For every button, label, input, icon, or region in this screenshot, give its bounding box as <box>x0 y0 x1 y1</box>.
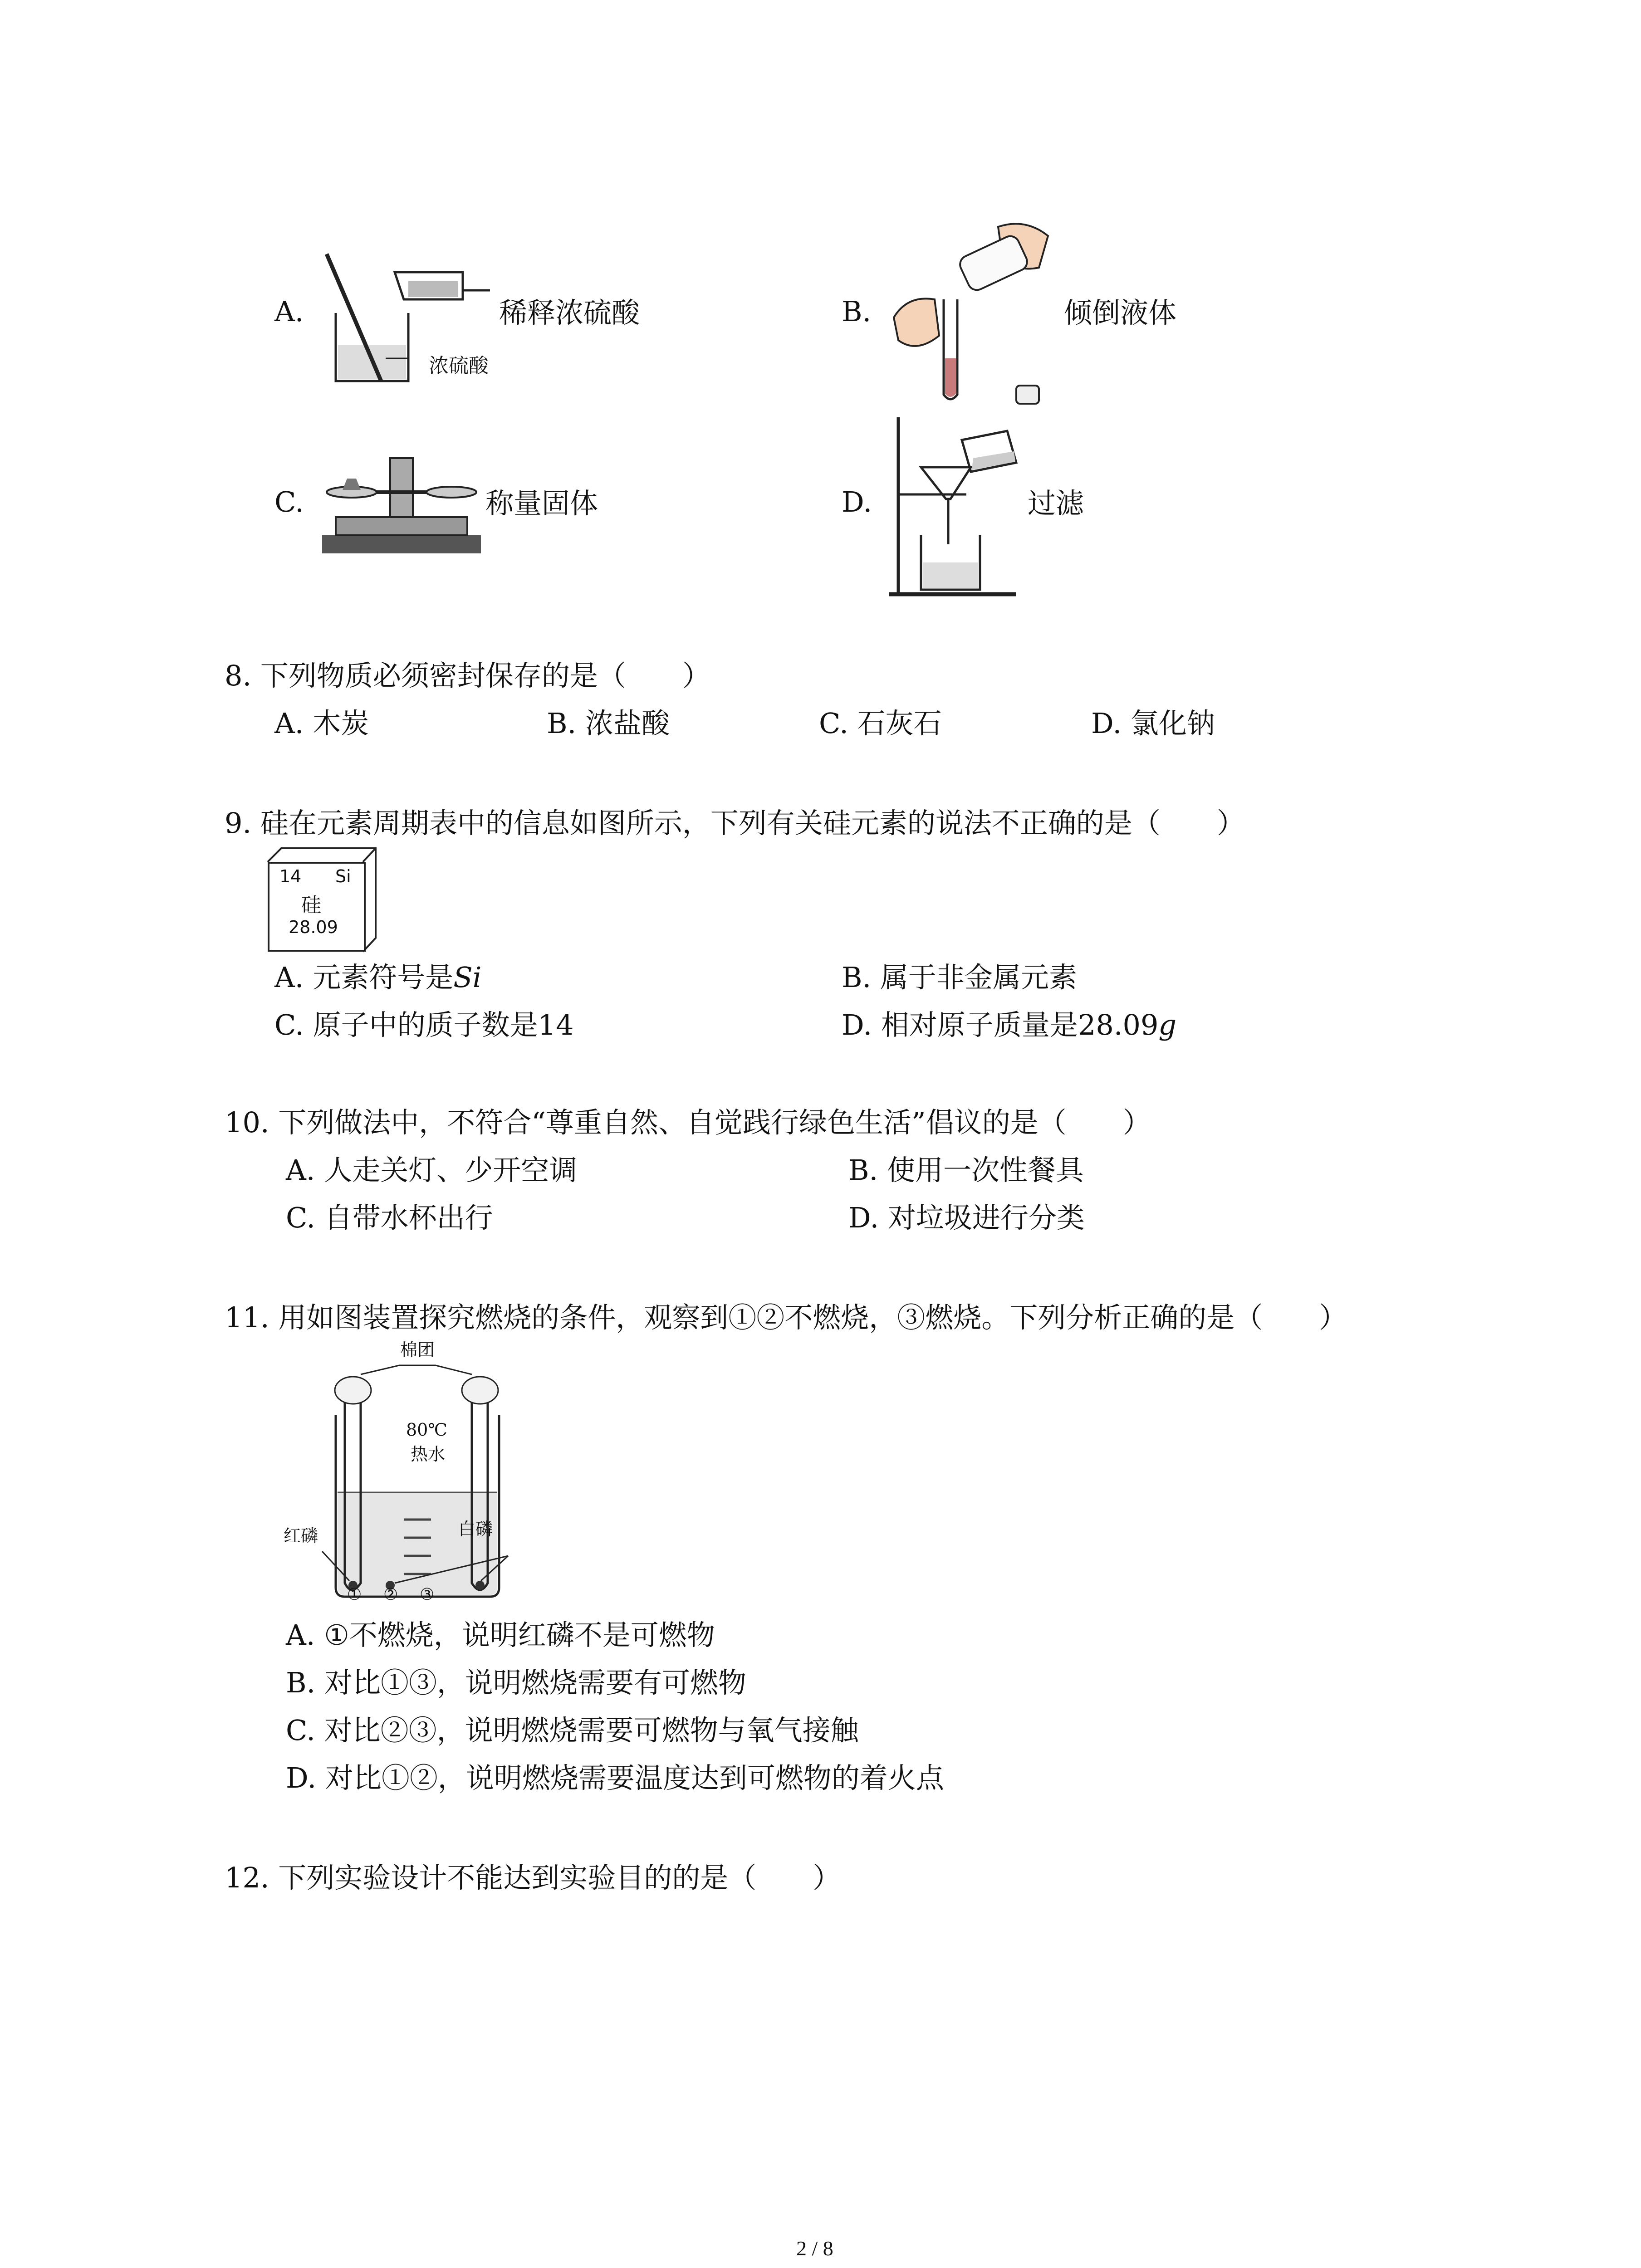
q10-option-a[interactable]: A. 人走关灯、少开空调 <box>286 1154 578 1187</box>
q9-c-value: 14 <box>538 1008 574 1041</box>
q11-option-d[interactable]: D. 对比①②，说明燃烧需要温度达到可燃物的着火点 <box>286 1761 944 1794</box>
q9-option-c[interactable] <box>274 1002 574 1043</box>
combustion-apparatus-drawing <box>318 1356 526 1610</box>
q7-c-letter: C. <box>274 485 304 518</box>
q9-d-unit: g <box>1158 1008 1177 1041</box>
q9-a-text: A. 元素符号是 <box>274 961 454 994</box>
q7-d-letter: D. <box>842 485 872 518</box>
q9-option-a[interactable] <box>274 955 482 995</box>
q9-option-b[interactable] <box>842 955 1077 995</box>
q8-option-d[interactable]: D. 氯化钠 <box>1091 707 1215 740</box>
element-tile-face <box>268 862 366 952</box>
concentrated-acid-label: 浓硫酸 <box>429 354 489 377</box>
q9-d-value: 28.09 <box>1078 1008 1159 1041</box>
balance-illustration <box>318 449 485 558</box>
q7-a-letter: A. <box>274 295 304 328</box>
atomic-number: 14 <box>279 866 302 886</box>
q11-option-a[interactable]: A. ①不燃烧，说明红磷不是可燃物 <box>286 1618 715 1652</box>
q11-stem: 11. 用如图装置探究燃烧的条件，观察到①②不燃烧，③燃烧。下列分析正确的是（ ） <box>225 1301 1347 1334</box>
mark-2: ② <box>383 1585 398 1604</box>
q9-c-text: C. 原子中的质子数是 <box>274 1008 538 1041</box>
water-temp-label: 80℃ <box>406 1420 447 1440</box>
mark-3: ③ <box>420 1585 435 1604</box>
cotton-label: 棉团 <box>400 1340 435 1360</box>
q7-d-caption: 过滤 <box>1028 487 1084 520</box>
q9-b-text: B. 属于非金属元素 <box>842 961 1077 994</box>
pouring-liquid-illustration <box>889 218 1084 413</box>
q11-option-c[interactable]: C. 对比②③，说明燃烧需要可燃物与氧气接触 <box>286 1714 859 1747</box>
q12-stem: 12. 下列实验设计不能达到实验目的的是（ ） <box>225 1861 841 1894</box>
atomic-mass: 28.09 <box>289 917 338 937</box>
q10-stem: 10. 下列做法中，不符合“尊重自然、自觉践行绿色生活”倡议的是（ ） <box>225 1106 1151 1139</box>
element-symbol: Si <box>335 866 351 886</box>
q8-option-a[interactable]: A. 木炭 <box>274 707 369 740</box>
q9-stem: 9. 硅在元素周期表中的信息如图所示，下列有关硅元素的说法不正确的是（ ） <box>225 807 1245 840</box>
q8-option-b[interactable]: B. 浓盐酸 <box>547 707 670 740</box>
q9-option-d[interactable] <box>842 1002 1176 1043</box>
q7-c-caption: 称量固体 <box>485 487 598 520</box>
q7-b-caption: 倾倒液体 <box>1064 296 1177 329</box>
white-phosphorus-label: 白磷 <box>458 1519 493 1539</box>
page-number: 2 / 8 <box>796 2237 833 2260</box>
q7-b-letter: B. <box>842 295 872 328</box>
element-name: 硅 <box>301 894 321 917</box>
q10-option-b[interactable]: B. 使用一次性餐具 <box>848 1154 1084 1187</box>
filtration-illustration <box>889 408 1039 603</box>
q9-d-text: D. 相对原子质量是 <box>842 1008 1078 1041</box>
hot-water-label: 热水 <box>411 1444 446 1464</box>
q11-option-b[interactable]: B. 对比①③，说明燃烧需要有可燃物 <box>286 1666 746 1699</box>
q8-option-c[interactable]: C. 石灰石 <box>819 707 942 740</box>
q7-a-caption: 稀释浓硫酸 <box>499 296 640 329</box>
q10-option-c[interactable]: C. 自带水杯出行 <box>286 1201 493 1234</box>
q8-stem: 8. 下列物质必须密封保存的是（ ） <box>225 659 710 692</box>
red-phosphorus-label: 红磷 <box>284 1526 318 1546</box>
q9-a-symbol: Si <box>453 961 482 994</box>
q10-option-d[interactable]: D. 对垃圾进行分类 <box>848 1201 1085 1234</box>
mark-1: ① <box>347 1585 362 1604</box>
